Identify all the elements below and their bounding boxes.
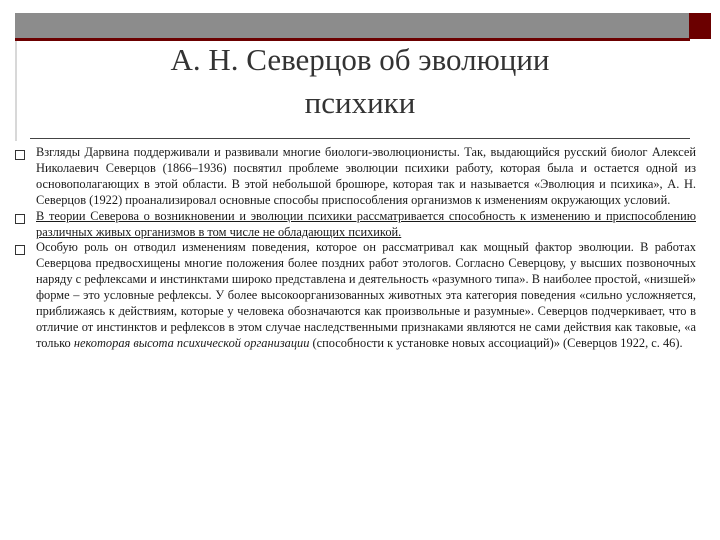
left-decorative-rule [15, 41, 17, 141]
bullet-text: Особую роль он отводил изменениям поведения, которое он рассматривал как мощный фактор эволюции. В работах Северцова предвосхищены многие положения более поздних работ этологов. Согласно Северцову, у высших позвоночных наряду с рефлексами и инстинктами широко представлена и деятельность «разумного типа». В наиболее простой, «низшей» форме – это условные рефлексы. У более высокоорганизованных животных эта категория поведения «сильно усложняется, приближаясь к действиям, которые у человека обозначаются как произвольные и разумные». Северцов подчеркивает, что в отличие от инстинктов и рефлексов в этом случае наследственными признаками являются не сами действия как таковые, «а только [36, 240, 696, 350]
corner-accent-square [689, 13, 711, 39]
bullet-item-behavior-role [14, 240, 696, 351]
slide-title [40, 38, 680, 124]
square-bullet-icon [15, 150, 25, 160]
bullet-list [14, 145, 696, 352]
title-divider [30, 138, 690, 139]
bullet-item-severtsov-theory [14, 209, 696, 241]
square-bullet-icon [15, 245, 25, 255]
square-bullet-icon [15, 214, 25, 224]
slide-title-line-1: А. Н. Северцов об эволюции [170, 42, 550, 77]
bullet-text: В теории Северова о возникновении и эволюции психики рассматривается способность к изменению и приспособлению различных живых организмов в том числе не обладающих психикой. [36, 208, 696, 239]
bullet-text: Взгляды Дарвина поддерживали и развивали многие биологи-эволюционисты. Так, выдающийся русский биолог Алексей Николаевич Северцов (1866–1936) посвятил проблеме эволюции психики работу, которая была и остается одной из основополагающих в этой области. В этой небольшой брошюре, которая так и называется «Эволюция и психика», А. Н. Северцов (1922) проанализировал основные способы приспособления организмов к изменениям окружающих условий. [36, 145, 696, 207]
header-bar [15, 13, 690, 41]
bullet-italic-text: некоторая высота психической организации [73, 335, 310, 350]
bullet-text-end: (способности к установке новых ассоциаций)» (Северцов 1922, с. 46). [309, 335, 683, 350]
bullet-item-darwin-views [14, 145, 696, 209]
slide-title-line-2: психики [304, 85, 416, 120]
